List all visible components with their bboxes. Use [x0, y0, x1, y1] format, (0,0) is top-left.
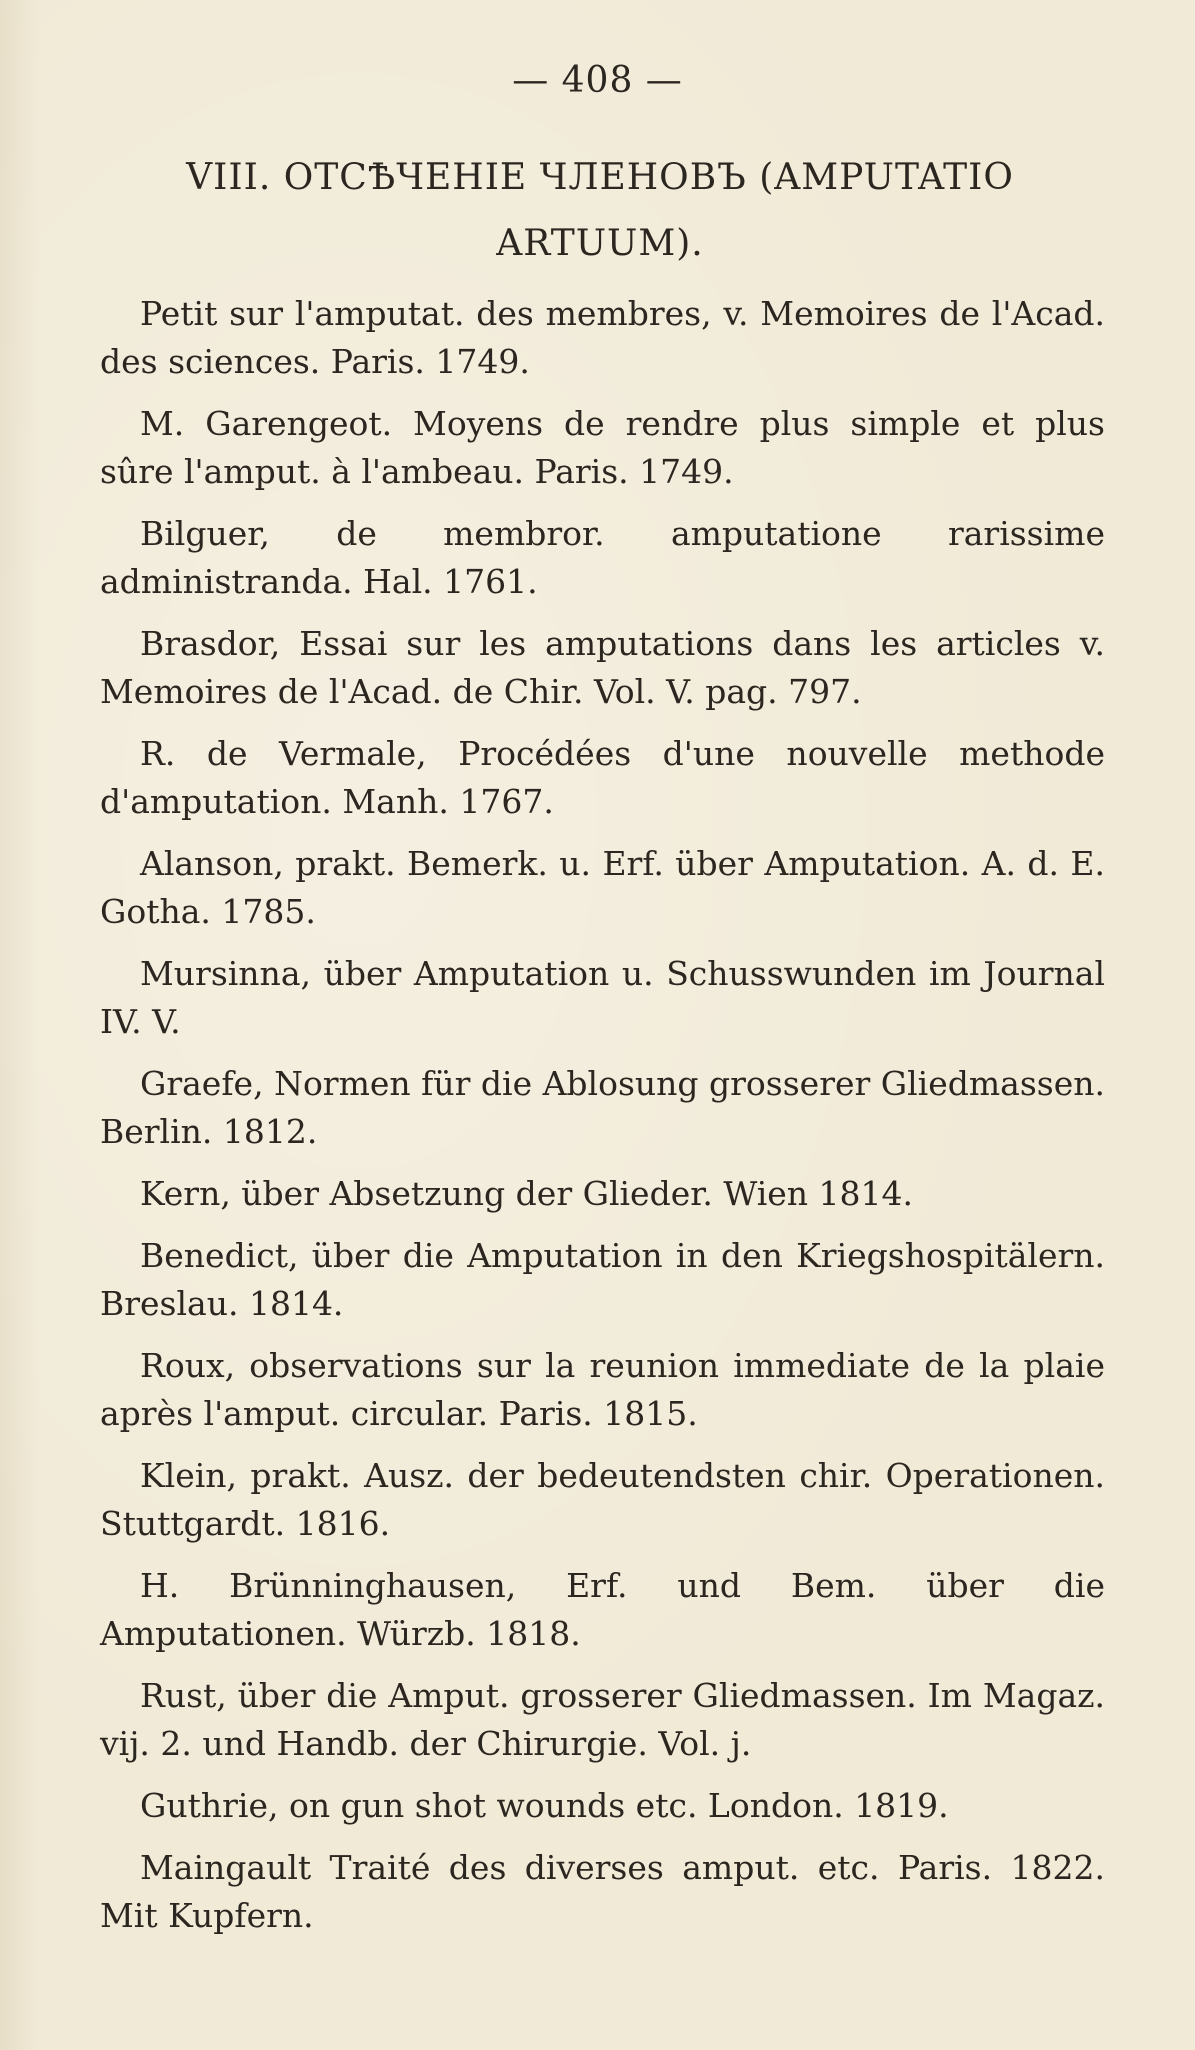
bibliography-entry: M. Garengeot. Moyens de rendre plus simple et plus sûre l'amput. à l'ambeau. Paris. 1749. [100, 404, 1105, 491]
bibliography-entry: Graefe, Normen für die Ablosung grosserer Gliedmassen. Berlin. 1812. [100, 1064, 1105, 1151]
page-number: — 408 — [512, 60, 683, 101]
bibliography-entry: Roux, observations sur la reunion immediate de la plaie après l'amput. circular. Paris. 1815. [100, 1346, 1105, 1433]
bibliography-entry: Kern, über Absetzung der Glieder. Wien 1814. [140, 1174, 914, 1213]
bibliography-entry: Guthrie, on gun shot wounds etc. London. 1819. [140, 1786, 949, 1825]
bibliography-entry: R. de Vermale, Procédées d'une nouvelle methode d'amputation. Manh. 1767. [100, 734, 1105, 821]
bibliography-entry: H. Brünninghausen, Erf. und Bem. über die Amputationen. Würzb. 1818. [100, 1566, 1105, 1653]
bibliography-list [100, 290, 1105, 1954]
bibliography-entry: Rust, über die Amput. grosserer Gliedmassen. Im Magaz. vij. 2. und Handb. der Chirurgie. Vol. j. [100, 1676, 1105, 1763]
bibliography-entry: Benedict, über die Amputation in den Kriegshospitälern. Breslau. 1814. [100, 1236, 1105, 1323]
bibliography-entry: Alanson, prakt. Bemerk. u. Erf. über Amputation. A. d. E. Gotha. 1785. [100, 844, 1105, 931]
bibliography-entry: Mursinna, über Amputation u. Schusswunden im Journal IV. V. [100, 954, 1105, 1041]
bibliography-entry: Brasdor, Essai sur les amputations dans les articles v. Memoires de l'Acad. de Chir. Vol. V. pag. 797. [100, 624, 1105, 711]
bibliography-entry: Maingault Traité des diverses amput. etc. Paris. 1822. Mit Kupfern. [100, 1848, 1105, 1935]
bibliography-entry: Bilguer, de membror. amputatione rarissime administranda. Hal. 1761. [100, 514, 1105, 601]
bibliography-entry: Klein, prakt. Ausz. der bedeutendsten chir. Operationen. Stuttgardt. 1816. [100, 1456, 1105, 1543]
bibliography-entry: Petit sur l'amputat. des membres, v. Memoires de l'Acad. des sciences. Paris. 1749. [100, 294, 1105, 381]
section-heading: VIII. ОТСѢЧЕНІЕ ЧЛЕНОВЪ (AMPUTATIO ARTUUM). [186, 157, 1014, 264]
